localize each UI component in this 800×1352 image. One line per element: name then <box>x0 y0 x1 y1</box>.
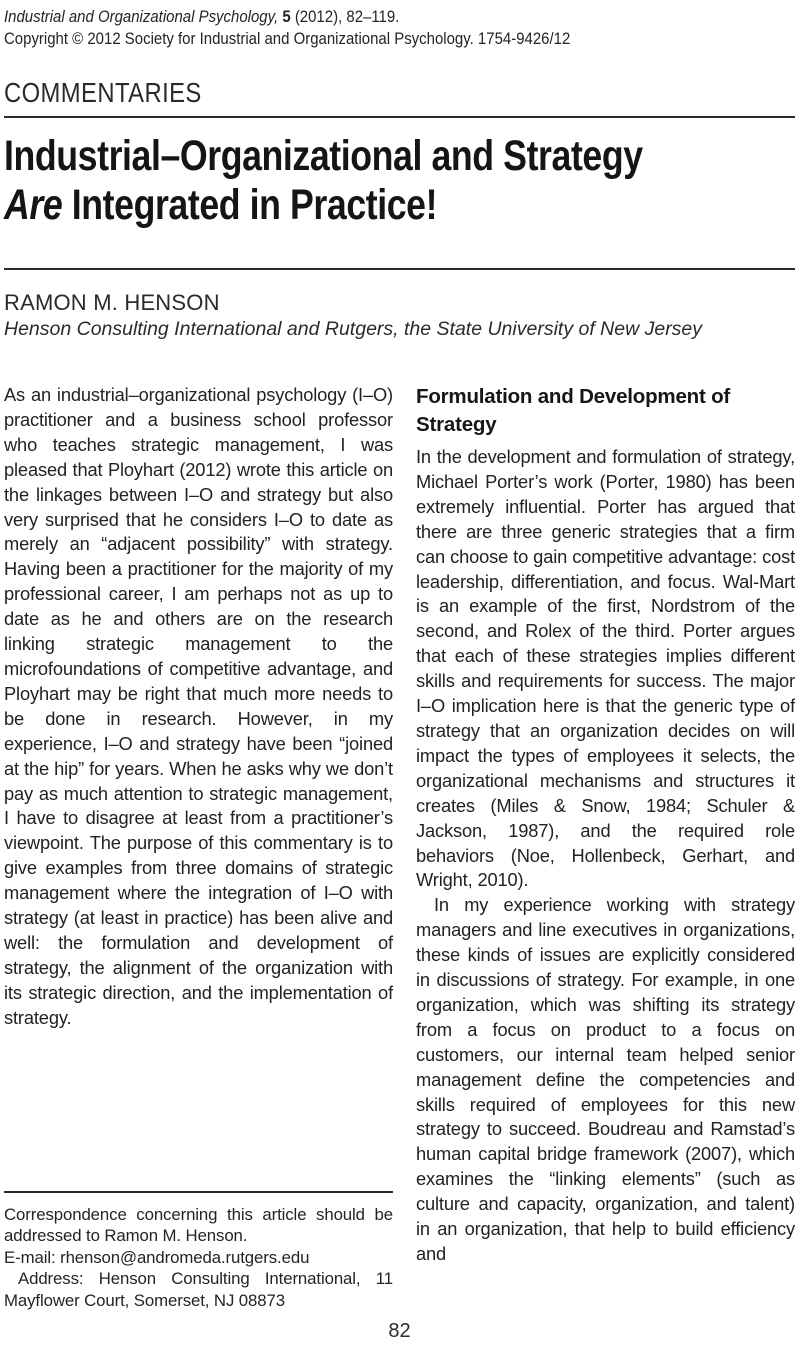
correspondence-text: Correspondence concerning this article should be addressed to Ramon M. Henson. <box>4 1204 393 1246</box>
right-column <box>416 383 795 1311</box>
section-heading: Formulation and Development of Strategy <box>416 385 731 436</box>
page-number: 82 <box>388 1320 411 1342</box>
journal-title: Industrial and Organizational Psychology, <box>4 7 279 26</box>
footnote-divider <box>4 1191 393 1193</box>
issue-pages: (2012), 82–119. <box>294 7 400 26</box>
author-affiliation: Henson Consulting International and Rutgers, the State University of New Jersey <box>4 318 703 340</box>
volume-number: 5 <box>282 7 291 26</box>
strategy-paragraph-2: In my experience working with strategy managers and line executives in organizations, these kinds of issues are explicitly considered in discussions of strategy. For example, in one organization, which was shifting its strategy from a focus on product to a focus on customers, our internal team helped senior management define the competencies and skills required of employees for this new strategy to succeed. Boudreau and Ramstad’s human capital bridge framework (2007), which examines the “linking elements” (such as culture and capacity, organization, and talent) in an organization, that help to build efficiency and <box>416 894 795 1264</box>
correspondence-footnote <box>4 1191 393 1311</box>
intro-paragraph: As an industrial–organizational psychology (I–O) practitioner and a business school professor who teaches strategic management, I was pleased that Ployhart (2012) wrote this article on the linkages between I–O and strategy but also very surprised that he considers I–O to date as merely an “adjacent possibility” with strategy. Having been a practitioner for the majority of my professional career, I am perhaps not as up to date as he and others are on the research linking strategic management to the microfoundations of competitive advantage, and Ployhart may be right that much more needs to be done in research. However, in my experience, I–O and strategy have been “joined at the hip” for years. When he asks why we don’t pay as much attention to strategic management, I have to disagree at least from a practitioner’s viewpoint. The purpose of this commentary is to give examples from three domains of strategic management where the integration of I–O with strategy (at least in practice) has been alive and well: the formulation and development of strategy, the alignment of the organization with its strategic direction, and the implementation of strategy. <box>4 384 393 1028</box>
citation-line <box>4 6 700 28</box>
article-title-text <box>4 132 643 230</box>
email-text: E-mail: rhenson@andromeda.rutgers.edu <box>4 1247 310 1267</box>
strategy-paragraph-1: In the development and formulation of strategy, Michael Porter’s work (Porter, 1980) has been extremely influential. Porter has argued that there are three generic strategies that a firm can choose to gain competitive advantage: cost leadership, differentiation, and focus. Wal-Mart is an example of the first, Nordstrom of the second, and Rolex of the third. Porter argues that each of these strategies implies different skills and requirements for success. The major I–O implication here is that the generic type of strategy that an organization decides on will impact the types of employees it selects, the organizational mechanisms and structures it creates (Miles & Snow, 1984; Schuler & Jackson, 1987), and the required role behaviors (Noe, Hollenbeck, Gerhart, and Wright, 2010). <box>416 446 795 891</box>
title-line1: Industrial–Organizational and Strategy <box>4 132 643 180</box>
author-block <box>4 290 795 343</box>
top-divider <box>4 116 795 118</box>
journal-header <box>4 6 795 50</box>
author-name: RAMON M. HENSON <box>4 290 220 315</box>
copyright-line: Copyright © 2012 Society for Industrial and Organizational Psychology. 1754-9426/12 <box>4 29 571 48</box>
article-body <box>4 383 795 1311</box>
title-divider <box>4 268 795 270</box>
article-title <box>4 132 795 230</box>
title-line2-rest: Integrated in Practice! <box>71 181 438 229</box>
title-line2-italic: Are <box>4 181 63 229</box>
section-label: COMMENTARIES <box>4 77 202 108</box>
left-column <box>4 383 393 1311</box>
address-text: Address: Henson Consulting International, 11 Mayflower Court, Somerset, NJ 08873 <box>4 1269 393 1310</box>
